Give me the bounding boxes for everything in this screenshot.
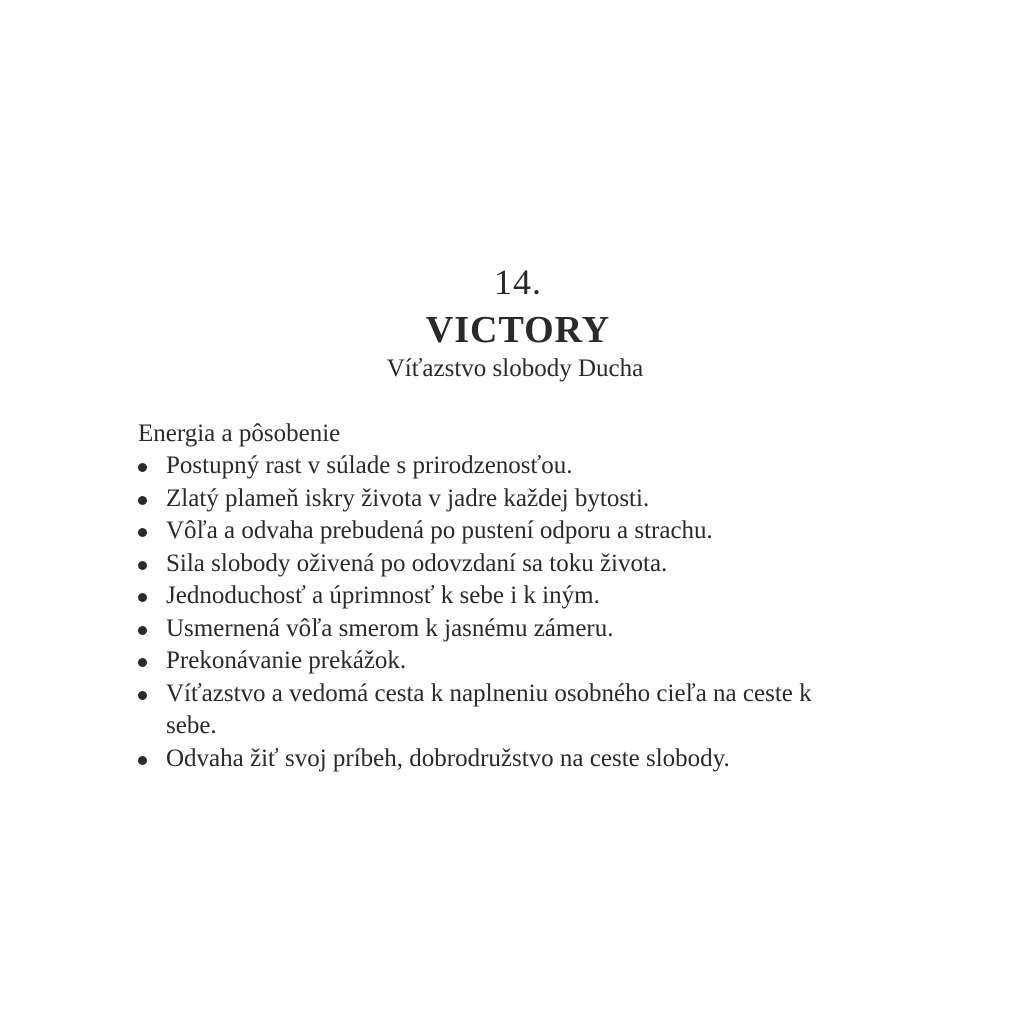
bullet-icon	[138, 626, 147, 635]
list-item-text: Prekonávanie prekážok.	[166, 647, 407, 674]
bullet-list	[138, 450, 858, 775]
list-item-text: Víťazstvo a vedomá cesta k naplneniu osobného cieľa na ceste k sebe.	[166, 679, 812, 739]
list-item	[138, 645, 858, 678]
bullet-icon	[138, 528, 147, 537]
list-item-text: Odvaha žiť svoj príbeh, dobrodružstvo na ceste slobody.	[166, 744, 730, 772]
list-item	[138, 678, 858, 743]
list-item-text: Usmernená vôľa smerom k jasnému zámeru.	[166, 614, 614, 642]
list-item	[138, 450, 858, 483]
bullet-icon	[138, 463, 147, 472]
list-item-text: Vôľa a odvaha prebudená po pustení odporu a strachu.	[166, 517, 713, 544]
card-subtitle: Víťazstvo slobody Ducha	[386, 355, 644, 382]
card-title: VICTORY	[425, 309, 611, 351]
list-item	[138, 548, 858, 581]
bullet-icon	[138, 561, 147, 570]
list-item	[138, 483, 858, 516]
list-item-text: Postupný rast v súlade s prirodzenosťou.	[166, 452, 573, 479]
list-item	[138, 613, 858, 646]
bullet-icon	[138, 496, 147, 505]
list-item-text: Sila slobody oživená po odovzdaní sa toku života.	[166, 549, 668, 577]
list-item-text: Jednoduchosť a úprimnosť k sebe i k iným.	[166, 582, 600, 609]
list-item	[138, 743, 858, 776]
energy-section	[138, 418, 858, 775]
list-item-text: Zlatý plameň iskry života v jadre každej bytosti.	[166, 484, 650, 512]
bullet-icon	[138, 658, 147, 667]
bullet-icon	[138, 691, 147, 700]
list-item	[138, 515, 858, 548]
card-number: 14.	[494, 262, 542, 302]
section-heading: Energia a pôsobenie	[138, 420, 341, 447]
bullet-icon	[138, 593, 147, 602]
list-item	[138, 580, 858, 613]
bullet-icon	[138, 756, 147, 765]
